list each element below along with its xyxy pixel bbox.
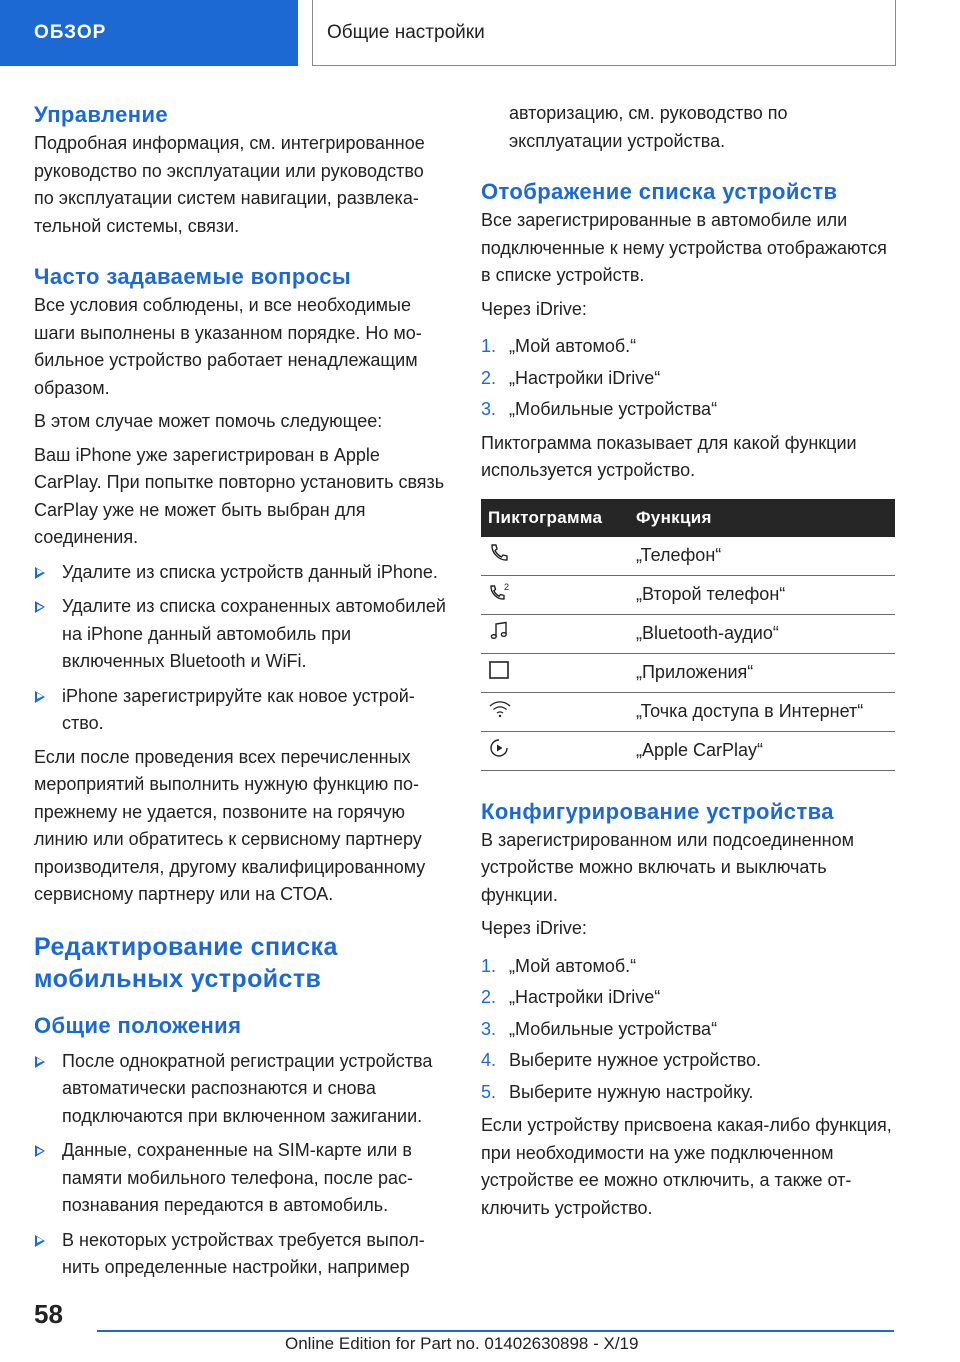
triangle-bullet-icon — [35, 567, 45, 579]
page-header-title: Общие настройки — [312, 0, 896, 66]
step-item: 1. „Мой автомоб.“ — [481, 336, 637, 356]
heading-general: Общие положения — [34, 1012, 242, 1038]
bullet-item: iPhone зарегистрируйте как новое устройство. — [34, 683, 448, 738]
bullet-item: Удалите из списка устройств данный iPhone. — [34, 559, 448, 587]
heading-edit-list: Редактирование списка мобильных устройств — [34, 932, 338, 993]
heading-control: Управление — [34, 102, 169, 127]
footer-edition-text: Online Edition for Part no. 01402630898 - X/19 — [285, 1334, 639, 1353]
paragraph-continued: авторизацию, см. руководство по эксплуатации устройства. — [509, 103, 788, 151]
page-number: 58 — [34, 1299, 63, 1329]
step-item: 3. „Мобильные устройства“ — [481, 1018, 718, 1039]
bullet-item: Удалите из списка сохраненных автомобилей на iPhone данный автомобиль при включенных Bluetooth и WiFi. — [34, 593, 448, 676]
paragraph-configure: В зарегистрированном или подсоединенном устройстве можно включать и выключать функции. — [481, 829, 854, 905]
function-cell: „Телефон“ — [636, 537, 895, 576]
column-header-function: Функция — [636, 499, 895, 537]
table-row — [481, 614, 895, 653]
pictogram-table — [481, 499, 895, 771]
triangle-bullet-icon — [35, 601, 45, 613]
triangle-bullet-icon — [35, 1145, 45, 1157]
paragraph-control: Подробная информация, см. интегрированное руководство по эксплуатации или руководство по эксплуатации систем навигации, развлекательной системы, связи. — [34, 133, 425, 236]
paragraph-final: Если устройству присвоена какая-либо функция, при необходимости на уже подключенном устройстве ее можно отключить, а также отключить устройство. — [481, 1115, 892, 1218]
step-item: 5. Выберите нужную настройку. — [481, 1081, 754, 1102]
step-item: 2. „Настройки iDrive“ — [481, 367, 661, 388]
heading-faq: Часто задаваемые вопросы — [34, 264, 352, 289]
table-row — [481, 575, 895, 614]
apps-square-icon — [488, 659, 510, 681]
carplay-icon — [488, 737, 510, 759]
paragraph-faq-3: Ваш iPhone уже зарегистрирован в Apple CarPlay. При попытке повторно установить связь CarPlay уже не может быть выбран для соединения. — [34, 444, 445, 547]
music-note-icon — [488, 620, 510, 642]
wifi-hotspot-icon — [488, 698, 512, 720]
function-cell: „Точка доступа в Интернет“ — [636, 692, 895, 731]
right-column — [481, 100, 897, 1222]
table-row — [481, 653, 895, 692]
triangle-bullet-icon — [35, 691, 45, 703]
step-item: 4. Выберите нужное устройство. — [481, 1050, 762, 1070]
footer-divider — [97, 1330, 894, 1332]
bullet-item: После однократной регистрации устройства автоматически распознаются и снова подключаются при включенном зажигании. — [34, 1048, 448, 1131]
triangle-bullet-icon — [35, 1056, 45, 1068]
heading-configure-device: Конфигурирование устройства — [481, 798, 834, 824]
bullet-item: Данные, сохраненные на SIM-карте или в памяти мобильного телефона, после распознавания передаются в автомобиль. — [34, 1137, 448, 1220]
step-item: 1. „Мой автомоб.“ — [481, 955, 637, 976]
left-column — [34, 100, 448, 1282]
table-row — [481, 731, 895, 770]
paragraph-pictogram: Пиктограмма показывает для какой функции используется устройство. — [481, 432, 857, 480]
paragraph-faq-2: В этом случае может помочь следующее: — [34, 411, 383, 431]
column-header-pictogram: Пиктограмма — [481, 499, 636, 537]
section-tab: ОБЗОР — [0, 0, 298, 66]
via-idrive-1: Через iDrive: — [481, 298, 587, 319]
bullet-item: В некоторых устройствах требуется выполнить определенные настройки, например — [34, 1227, 448, 1282]
function-cell: „Приложения“ — [636, 653, 895, 692]
heading-device-list: Отображение списка устройств — [481, 179, 838, 204]
paragraph-faq-4: Если после проведения всех перечисленных мероприятий выполнить нужную функцию по-прежнему не удается, позвоните на горячую линию или обратитесь к сервисному партнеру производителя, другому квалифицированному сервисному партнеру или на СТОА. — [34, 746, 426, 904]
table-row — [481, 692, 895, 731]
function-cell: „Второй телефон“ — [636, 575, 895, 614]
function-cell: „Bluetooth-аудио“ — [636, 614, 895, 653]
function-cell: „Apple CarPlay“ — [636, 731, 895, 770]
phone-icon — [488, 542, 510, 564]
paragraph-faq-1: Все условия соблюдены, и все необходимые шаги выполнены в указанном порядке. Но мобильное устройство работает ненадлежащим образом. — [34, 295, 422, 398]
step-item: 2. „Настройки iDrive“ — [481, 987, 661, 1007]
paragraph-device-list: Все зарегистрированные в автомобиле или подключенные к нему устройства отображаются в списке устройств. — [481, 210, 887, 285]
triangle-bullet-icon — [35, 1235, 45, 1247]
svg-text:2: 2 — [504, 582, 510, 592]
table-header-row — [481, 499, 895, 537]
second-phone-icon — [488, 581, 512, 603]
table-row — [481, 537, 895, 576]
step-item: 3. „Мобильные устройства“ — [481, 399, 718, 419]
via-idrive-2: Через iDrive: — [481, 918, 587, 938]
